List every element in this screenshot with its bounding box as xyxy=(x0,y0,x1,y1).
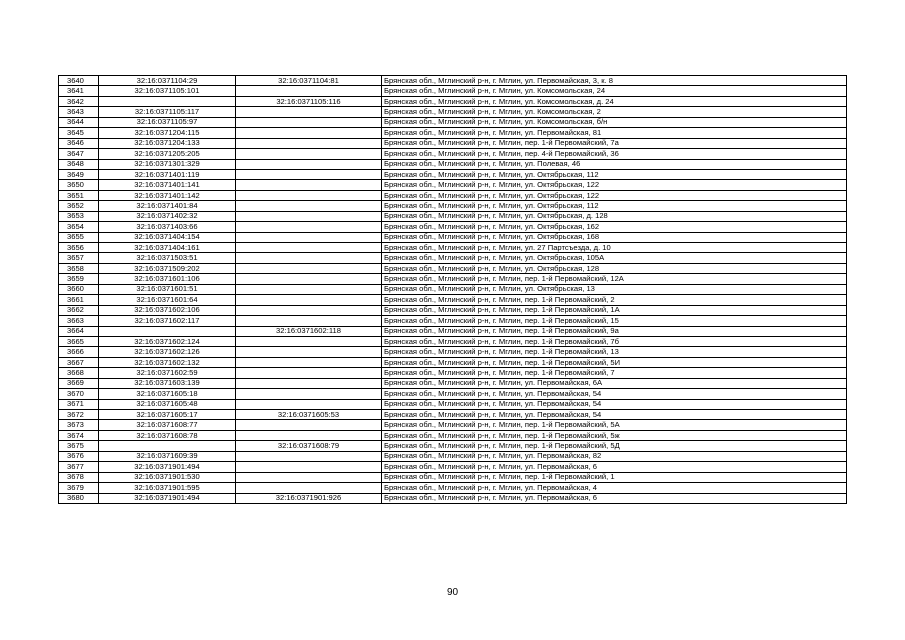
table-row xyxy=(59,347,847,357)
registry-table-body xyxy=(59,76,847,504)
row-number-cell: 3679 xyxy=(59,483,99,493)
address-cell: Брянская обл., Мглинский р-н, г. Мглин, ул. Первомайская, 54 xyxy=(382,410,847,420)
cadastral-number-cell: 32:16:0371601:64 xyxy=(99,295,236,305)
related-cadastral-number-cell xyxy=(236,253,382,263)
row-number-cell: 3662 xyxy=(59,305,99,315)
related-cadastral-number-cell: 32:16:0371605:53 xyxy=(236,410,382,420)
row-number-cell: 3645 xyxy=(59,128,99,138)
table-row xyxy=(59,420,847,430)
table-row xyxy=(59,211,847,221)
row-number-cell: 3664 xyxy=(59,326,99,336)
table-row xyxy=(59,117,847,127)
address-cell: Брянская обл., Мглинский р-н, г. Мглин, ул. Октябрьская, 122 xyxy=(382,190,847,200)
address-cell: Брянская обл., Мглинский р-н, г. Мглин, ул. Первомайская, 6А xyxy=(382,378,847,388)
related-cadastral-number-cell xyxy=(236,211,382,221)
address-cell: Брянская обл., Мглинский р-н, г. Мглин, пер. 1-й Первомайский, 1А xyxy=(382,305,847,315)
cadastral-number-cell: 32:16:0371605:48 xyxy=(99,399,236,409)
row-number-cell: 3661 xyxy=(59,295,99,305)
row-number-cell: 3660 xyxy=(59,284,99,294)
address-cell: Брянская обл., Мглинский р-н, г. Мглин, ул. Комсомольская, 2 xyxy=(382,107,847,117)
related-cadastral-number-cell xyxy=(236,451,382,461)
row-number-cell: 3654 xyxy=(59,222,99,232)
address-cell: Брянская обл., Мглинский р-н, г. Мглин, пер. 1-й Первомайский, 5ж xyxy=(382,430,847,440)
cadastral-number-cell: 32:16:0371404:154 xyxy=(99,232,236,242)
related-cadastral-number-cell xyxy=(236,305,382,315)
table-row xyxy=(59,86,847,96)
row-number-cell: 3677 xyxy=(59,462,99,472)
related-cadastral-number-cell xyxy=(236,462,382,472)
related-cadastral-number-cell xyxy=(236,107,382,117)
cadastral-number-cell: 32:16:0371602:132 xyxy=(99,357,236,367)
related-cadastral-number-cell xyxy=(236,128,382,138)
table-row xyxy=(59,399,847,409)
address-cell: Брянская обл., Мглинский р-н, г. Мглин, пер. 1-й Первомайский, 2 xyxy=(382,295,847,305)
related-cadastral-number-cell xyxy=(236,159,382,169)
cadastral-number-cell: 32:16:0371509:202 xyxy=(99,263,236,273)
table-row xyxy=(59,284,847,294)
related-cadastral-number-cell xyxy=(236,284,382,294)
row-number-cell: 3648 xyxy=(59,159,99,169)
table-row xyxy=(59,149,847,159)
related-cadastral-number-cell xyxy=(236,483,382,493)
cadastral-number-cell: 32:16:0371401:119 xyxy=(99,169,236,179)
related-cadastral-number-cell xyxy=(236,138,382,148)
row-number-cell: 3665 xyxy=(59,336,99,346)
address-cell: Брянская обл., Мглинский р-н, г. Мглин, ул. Первомайская, 3, к. 8 xyxy=(382,76,847,86)
row-number-cell: 3674 xyxy=(59,430,99,440)
address-cell: Брянская обл., Мглинский р-н, г. Мглин, ул. Октябрьская, 112 xyxy=(382,169,847,179)
table-row xyxy=(59,190,847,200)
cadastral-number-cell: 32:16:0371204:133 xyxy=(99,138,236,148)
cadastral-number-cell: 32:16:0371503:51 xyxy=(99,253,236,263)
table-row xyxy=(59,462,847,472)
address-cell: Брянская обл., Мглинский р-н, г. Мглин, ул. Первомайская, 54 xyxy=(382,389,847,399)
address-cell: Брянская обл., Мглинский р-н, г. Мглин, ул. Первомайская, 6 xyxy=(382,462,847,472)
row-number-cell: 3675 xyxy=(59,441,99,451)
cadastral-number-cell: 32:16:0371205:205 xyxy=(99,149,236,159)
related-cadastral-number-cell xyxy=(236,295,382,305)
table-row xyxy=(59,243,847,253)
cadastral-number-cell: 32:16:0371605:18 xyxy=(99,389,236,399)
row-number-cell: 3668 xyxy=(59,368,99,378)
cadastral-number-cell: 32:16:0371602:117 xyxy=(99,316,236,326)
related-cadastral-number-cell xyxy=(236,180,382,190)
row-number-cell: 3663 xyxy=(59,316,99,326)
related-cadastral-number-cell: 32:16:0371608:79 xyxy=(236,441,382,451)
related-cadastral-number-cell xyxy=(236,232,382,242)
cadastral-number-cell: 32:16:0371605:17 xyxy=(99,410,236,420)
table-row xyxy=(59,169,847,179)
row-number-cell: 3672 xyxy=(59,410,99,420)
row-number-cell: 3643 xyxy=(59,107,99,117)
row-number-cell: 3671 xyxy=(59,399,99,409)
row-number-cell: 3641 xyxy=(59,86,99,96)
address-cell: Брянская обл., Мглинский р-н, г. Мглин, пер. 1-й Первомайский, 15 xyxy=(382,316,847,326)
address-cell: Брянская обл., Мглинский р-н, г. Мглин, ул. Октябрьская, 112 xyxy=(382,201,847,211)
cadastral-number-cell: 32:16:0371401:142 xyxy=(99,190,236,200)
row-number-cell: 3640 xyxy=(59,76,99,86)
row-number-cell: 3670 xyxy=(59,389,99,399)
row-number-cell: 3666 xyxy=(59,347,99,357)
related-cadastral-number-cell xyxy=(236,378,382,388)
related-cadastral-number-cell xyxy=(236,316,382,326)
related-cadastral-number-cell xyxy=(236,472,382,482)
related-cadastral-number-cell xyxy=(236,357,382,367)
table-row xyxy=(59,410,847,420)
cadastral-number-cell: 32:16:0371601:106 xyxy=(99,274,236,284)
table-row xyxy=(59,96,847,106)
cadastral-number-cell: 32:16:0371602:124 xyxy=(99,336,236,346)
related-cadastral-number-cell: 32:16:0371104:81 xyxy=(236,76,382,86)
table-row xyxy=(59,493,847,503)
table-row xyxy=(59,430,847,440)
address-cell: Брянская обл., Мглинский р-н, г. Мглин, ул. Октябрьская, 105А xyxy=(382,253,847,263)
row-number-cell: 3656 xyxy=(59,243,99,253)
table-row xyxy=(59,389,847,399)
row-number-cell: 3669 xyxy=(59,378,99,388)
cadastral-number-cell xyxy=(99,441,236,451)
cadastral-number-cell: 32:16:0371402:32 xyxy=(99,211,236,221)
table-row xyxy=(59,159,847,169)
address-cell: Брянская обл., Мглинский р-н, г. Мглин, пер. 4-й Первомайский, 36 xyxy=(382,149,847,159)
row-number-cell: 3659 xyxy=(59,274,99,284)
address-cell: Брянская обл., Мглинский р-н, г. Мглин, ул. Октябрьская, 13 xyxy=(382,284,847,294)
row-number-cell: 3650 xyxy=(59,180,99,190)
table-row xyxy=(59,357,847,367)
table-row xyxy=(59,295,847,305)
address-cell: Брянская обл., Мглинский р-н, г. Мглин, пер. 1-й Первомайский, 9а xyxy=(382,326,847,336)
table-row xyxy=(59,263,847,273)
related-cadastral-number-cell xyxy=(236,368,382,378)
cadastral-number-cell: 32:16:0371602:59 xyxy=(99,368,236,378)
address-cell: Брянская обл., Мглинский р-н, г. Мглин, пер. 1-й Первомайский, 5А xyxy=(382,420,847,430)
table-row xyxy=(59,472,847,482)
address-cell: Брянская обл., Мглинский р-н, г. Мглин, ул. Октябрьская, 162 xyxy=(382,222,847,232)
cadastral-number-cell: 32:16:0371608:78 xyxy=(99,430,236,440)
cadastral-number-cell: 32:16:0371401:141 xyxy=(99,180,236,190)
address-cell: Брянская обл., Мглинский р-н, г. Мглин, ул. Октябрьская, д. 128 xyxy=(382,211,847,221)
related-cadastral-number-cell xyxy=(236,430,382,440)
address-cell: Брянская обл., Мглинский р-н, г. Мглин, ул. Первомайская, 54 xyxy=(382,399,847,409)
table-row xyxy=(59,201,847,211)
address-cell: Брянская обл., Мглинский р-н, г. Мглин, пер. 1-й Первомайский, 1 xyxy=(382,472,847,482)
table-row xyxy=(59,274,847,284)
cadastral-number-cell: 32:16:0371901:530 xyxy=(99,472,236,482)
table-row xyxy=(59,107,847,117)
address-cell: Брянская обл., Мглинский р-н, г. Мглин, пер. 1-й Первомайский, 5Д xyxy=(382,441,847,451)
related-cadastral-number-cell xyxy=(236,243,382,253)
table-row xyxy=(59,305,847,315)
address-cell: Брянская обл., Мглинский р-н, г. Мглин, ул. Первомайская, 6 xyxy=(382,493,847,503)
cadastral-number-cell: 32:16:0371901:595 xyxy=(99,483,236,493)
table-row xyxy=(59,232,847,242)
table-row xyxy=(59,336,847,346)
row-number-cell: 3649 xyxy=(59,169,99,179)
address-cell: Брянская обл., Мглинский р-н, г. Мглин, ул. Первомайская, 81 xyxy=(382,128,847,138)
related-cadastral-number-cell xyxy=(236,347,382,357)
related-cadastral-number-cell xyxy=(236,222,382,232)
cadastral-number-cell: 32:16:0371901:494 xyxy=(99,493,236,503)
table-row xyxy=(59,483,847,493)
cadastral-number-cell: 32:16:0371301:329 xyxy=(99,159,236,169)
row-number-cell: 3653 xyxy=(59,211,99,221)
cadastral-number-cell: 32:16:0371602:106 xyxy=(99,305,236,315)
cadastral-number-cell: 32:16:0371401:84 xyxy=(99,201,236,211)
table-row xyxy=(59,451,847,461)
cadastral-number-cell: 32:16:0371609:39 xyxy=(99,451,236,461)
related-cadastral-number-cell: 32:16:0371602:118 xyxy=(236,326,382,336)
cadastral-number-cell: 32:16:0371603:139 xyxy=(99,378,236,388)
cadastral-number-cell: 32:16:0371105:117 xyxy=(99,107,236,117)
address-cell: Брянская обл., Мглинский р-н, г. Мглин, пер. 1-й Первомайский, 13 xyxy=(382,347,847,357)
related-cadastral-number-cell xyxy=(236,190,382,200)
address-cell: Брянская обл., Мглинский р-н, г. Мглин, ул. Комсомольская, 24 xyxy=(382,86,847,96)
cadastral-number-cell: 32:16:0371403:66 xyxy=(99,222,236,232)
related-cadastral-number-cell xyxy=(236,263,382,273)
row-number-cell: 3651 xyxy=(59,190,99,200)
related-cadastral-number-cell: 32:16:0371105:116 xyxy=(236,96,382,106)
cadastral-number-cell: 32:16:0371404:161 xyxy=(99,243,236,253)
page-number: 90 xyxy=(446,587,459,598)
table-row xyxy=(59,441,847,451)
related-cadastral-number-cell xyxy=(236,117,382,127)
cadastral-number-cell: 32:16:0371104:29 xyxy=(99,76,236,86)
related-cadastral-number-cell xyxy=(236,336,382,346)
table-row xyxy=(59,253,847,263)
address-cell: Брянская обл., Мглинский р-н, г. Мглин, пер. 1-й Первомайский, 12А xyxy=(382,274,847,284)
related-cadastral-number-cell xyxy=(236,169,382,179)
table-row xyxy=(59,128,847,138)
address-cell: Брянская обл., Мглинский р-н, г. Мглин, ул. Октябрьская, 122 xyxy=(382,180,847,190)
related-cadastral-number-cell: 32:16:0371901:926 xyxy=(236,493,382,503)
cadastral-number-cell xyxy=(99,96,236,106)
related-cadastral-number-cell xyxy=(236,86,382,96)
address-cell: Брянская обл., Мглинский р-н, г. Мглин, ул. Октябрьская, 128 xyxy=(382,263,847,273)
address-cell: Брянская обл., Мглинский р-н, г. Мглин, ул. Первомайская, 4 xyxy=(382,483,847,493)
row-number-cell: 3658 xyxy=(59,263,99,273)
related-cadastral-number-cell xyxy=(236,389,382,399)
address-cell: Брянская обл., Мглинский р-н, г. Мглин, пер. 1-й Первомайский, 5И xyxy=(382,357,847,367)
row-number-cell: 3680 xyxy=(59,493,99,503)
row-number-cell: 3667 xyxy=(59,357,99,367)
cadastral-number-cell: 32:16:0371602:126 xyxy=(99,347,236,357)
row-number-cell: 3642 xyxy=(59,96,99,106)
address-cell: Брянская обл., Мглинский р-н, г. Мглин, ул. Первомайская, 82 xyxy=(382,451,847,461)
related-cadastral-number-cell xyxy=(236,149,382,159)
address-cell: Брянская обл., Мглинский р-н, г. Мглин, пер. 1-й Первомайский, 7а xyxy=(382,138,847,148)
row-number-cell: 3657 xyxy=(59,253,99,263)
row-number-cell: 3646 xyxy=(59,138,99,148)
row-number-cell: 3676 xyxy=(59,451,99,461)
cadastral-number-cell: 32:16:0371601:51 xyxy=(99,284,236,294)
table-row xyxy=(59,138,847,148)
row-number-cell: 3655 xyxy=(59,232,99,242)
cadastral-number-cell: 32:16:0371105:97 xyxy=(99,117,236,127)
address-cell: Брянская обл., Мглинский р-н, г. Мглин, пер. 1-й Первомайский, 7 xyxy=(382,368,847,378)
table-row xyxy=(59,378,847,388)
address-cell: Брянская обл., Мглинский р-н, г. Мглин, ул. 27 Партсъезда, д. 10 xyxy=(382,243,847,253)
address-cell: Брянская обл., Мглинский р-н, г. Мглин, ул. Комсомольская, д. 24 xyxy=(382,96,847,106)
table-row xyxy=(59,326,847,336)
related-cadastral-number-cell xyxy=(236,201,382,211)
table-row xyxy=(59,222,847,232)
address-cell: Брянская обл., Мглинский р-н, г. Мглин, ул. Полевая, 46 xyxy=(382,159,847,169)
row-number-cell: 3678 xyxy=(59,472,99,482)
cadastral-number-cell: 32:16:0371608:77 xyxy=(99,420,236,430)
table-row xyxy=(59,76,847,86)
related-cadastral-number-cell xyxy=(236,420,382,430)
row-number-cell: 3652 xyxy=(59,201,99,211)
related-cadastral-number-cell xyxy=(236,274,382,284)
cadastral-number-cell: 32:16:0371105:101 xyxy=(99,86,236,96)
row-number-cell: 3673 xyxy=(59,420,99,430)
row-number-cell: 3647 xyxy=(59,149,99,159)
address-cell: Брянская обл., Мглинский р-н, г. Мглин, ул. Комсомольская, б/н xyxy=(382,117,847,127)
table-row xyxy=(59,368,847,378)
table-row xyxy=(59,316,847,326)
cadastral-number-cell: 32:16:0371901:494 xyxy=(99,462,236,472)
row-number-cell: 3644 xyxy=(59,117,99,127)
registry-table xyxy=(58,75,847,504)
cadastral-number-cell: 32:16:0371204:115 xyxy=(99,128,236,138)
related-cadastral-number-cell xyxy=(236,399,382,409)
table-row xyxy=(59,180,847,190)
address-cell: Брянская обл., Мглинский р-н, г. Мглин, пер. 1-й Первомайский, 7б xyxy=(382,336,847,346)
address-cell: Брянская обл., Мглинский р-н, г. Мглин, ул. Октябрьская, 168 xyxy=(382,232,847,242)
cadastral-number-cell xyxy=(99,326,236,336)
